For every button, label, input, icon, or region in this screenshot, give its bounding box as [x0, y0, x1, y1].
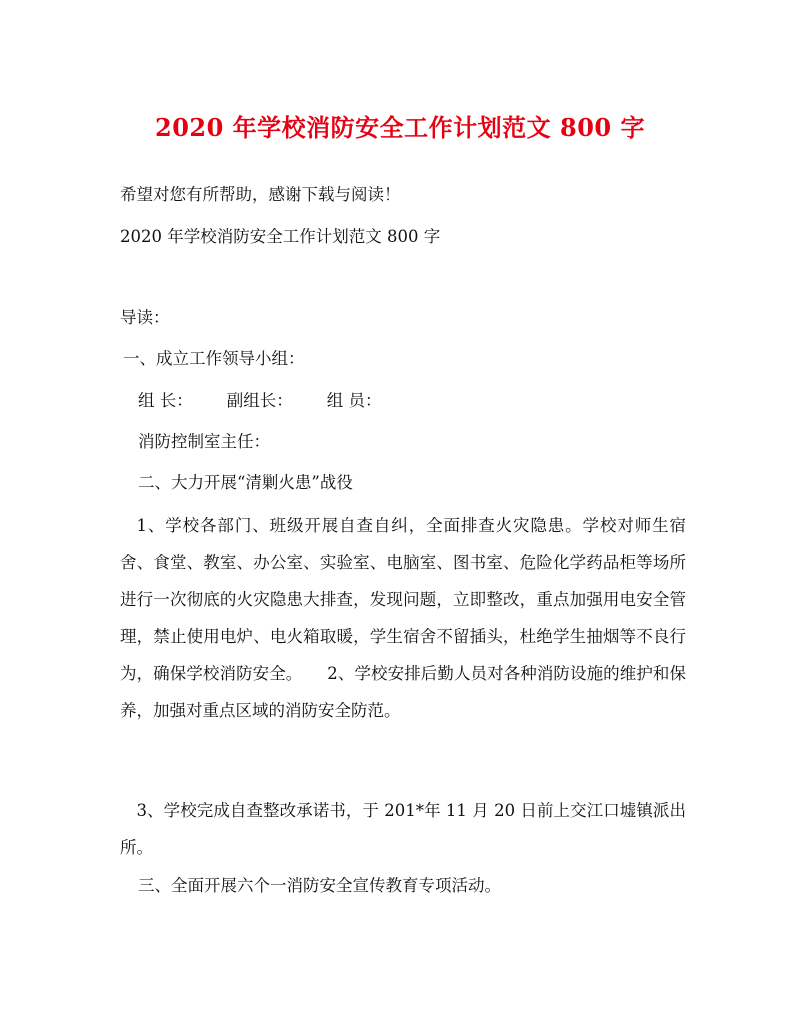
paragraph-2: 3、学校完成自查整改承诺书，于 201*年 11 月 20 日前上交江口墟镇派出所。 [120, 801, 686, 857]
section2-heading: 二、大力开展“清剿火患”战役 [138, 473, 353, 492]
section3-heading: 三、全面开展六个一消防安全宣传教育专项活动。 [138, 876, 501, 895]
section1-heading: 一、成立工作领导小组： [123, 349, 305, 368]
deputy-label: 副组长： [226, 391, 293, 410]
member-label: 组 员： [326, 391, 382, 410]
control-room-label: 消防控制室主任： [138, 432, 270, 451]
leader-label: 组 长： [138, 391, 193, 410]
document-title: 2020 年学校消防安全工作计划范文 800 字 [155, 113, 645, 142]
intro-title: 2020 年学校消防安全工作计划范文 800 字 [120, 227, 441, 246]
paragraph-1: 1、学校各部门、班级开展自查自纠，全面排查火灾隐患。学校对师生宿舍、食堂、教室、办公室、实验室、电脑室、图书室、危险化学药品柜等场所进行一次彻底的火灾隐患大排查，发现问题，立即整改，重点加强用电安全管理，禁止使用电炉、电火箱取暖，学生宿舍不留插头，杜绝学生抽烟等不良行为，确保学校消防安全。 2、学校安排后勤人员对各种消防设施的维护和保养，加强对重点区域的消防安全防范。 [120, 516, 686, 720]
members-row [138, 389, 382, 413]
guide-label: 导读： [120, 308, 170, 327]
intro-thanks: 希望对您有所帮助，感谢下载与阅读！ [120, 185, 401, 204]
